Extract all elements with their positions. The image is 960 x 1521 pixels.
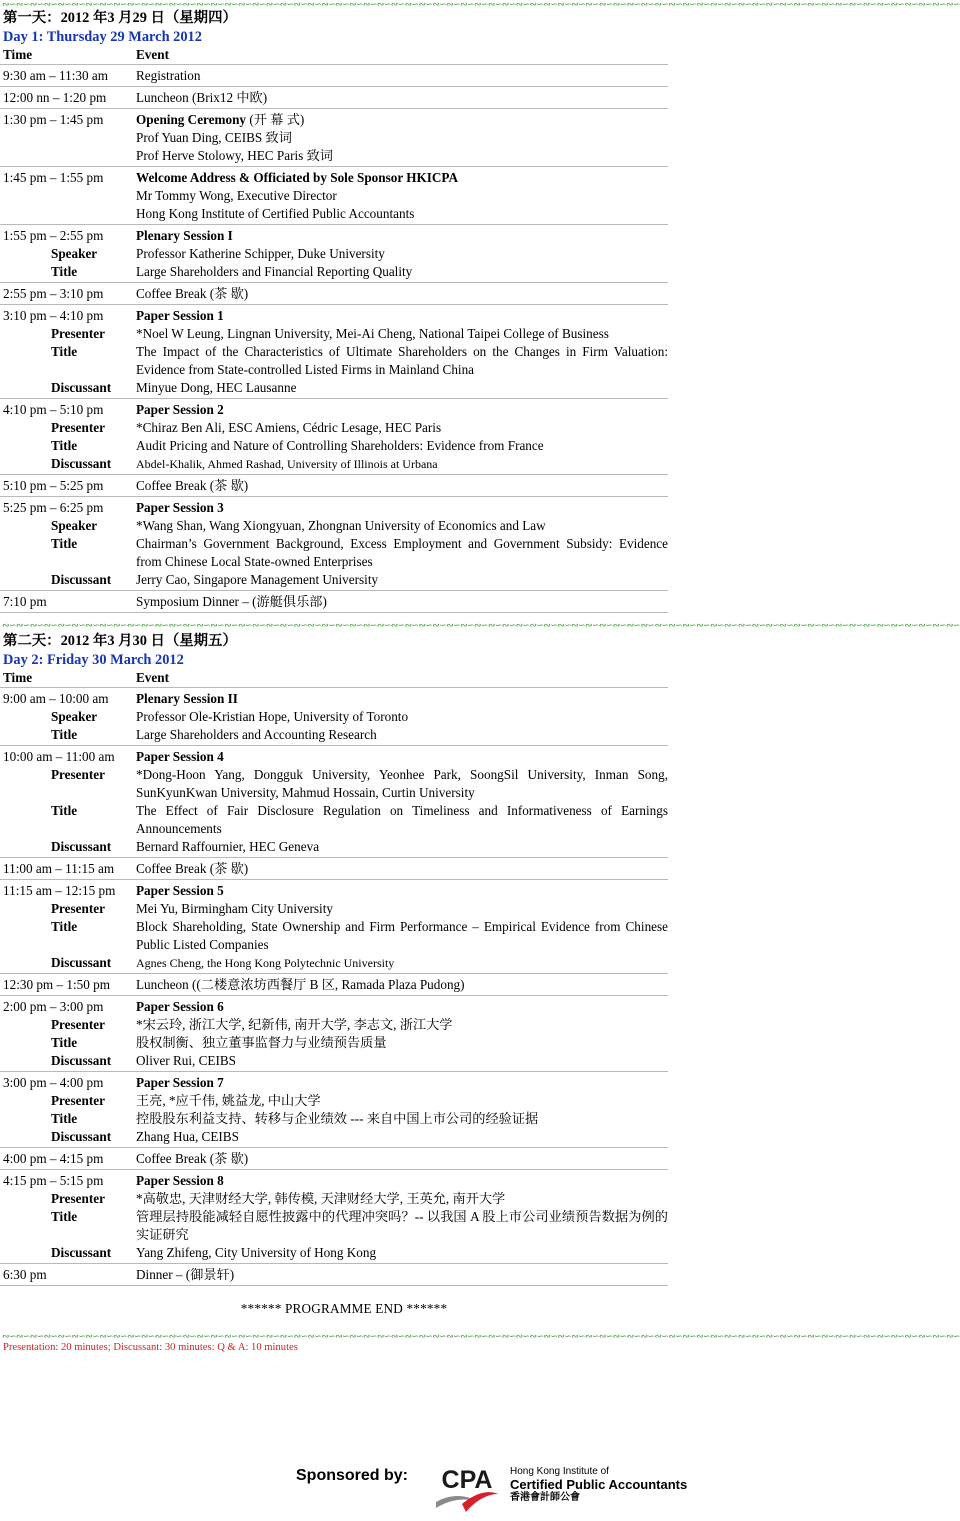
- header-time: Time: [3, 670, 33, 685]
- session-detail: Prof Herve Stolowy, HEC Paris 致词: [136, 148, 333, 163]
- schedule-row: [0, 996, 668, 1072]
- session-time: 2:00 pm – 3:00 pm: [3, 999, 104, 1014]
- session-detail-line: [3, 838, 668, 856]
- session-role-label: Speaker: [51, 709, 98, 724]
- session-detail-line: [3, 1052, 668, 1070]
- sponsor-label: Sponsored by:: [296, 1467, 409, 1484]
- session-time: 4:10 pm – 5:10 pm: [3, 402, 104, 417]
- header-event: Event: [136, 47, 169, 62]
- schedule-row: [0, 974, 668, 996]
- session-block: [3, 227, 668, 281]
- session-detail: 王亮, *应千伟, 姚益龙, 中山大学: [136, 1093, 321, 1108]
- schedule-row: [0, 1148, 668, 1170]
- sponsor-line-1: Hong Kong Institute of: [510, 1466, 609, 1477]
- session-block: [3, 1172, 668, 1262]
- session-block: [3, 111, 668, 165]
- schedule-row: [0, 305, 668, 399]
- session-role-label: Title: [51, 1035, 78, 1050]
- session-detail: *Dong-Hoon Yang, Dongguk University, Yeonhee Park, SoongSil University, Inman Song, SunKyunKwan University, Mahmud Hossain, Curtin University: [136, 767, 668, 800]
- session-detail: Hong Kong Institute of Certified Public Accountants: [136, 206, 415, 221]
- session-time: 3:10 pm – 4:10 pm: [3, 308, 104, 323]
- session-role-label: Discussant: [51, 572, 112, 587]
- session-title-line: [3, 748, 668, 766]
- hkicpa-logo: [432, 1464, 502, 1516]
- schedule-row: [0, 746, 668, 858]
- session-role-label: Speaker: [51, 518, 98, 533]
- session-time: 1:55 pm – 2:55 pm: [3, 228, 104, 243]
- session-role-label: Discussant: [51, 1053, 112, 1068]
- session-detail: Block Shareholding, State Ownership and Firm Performance – Empirical Evidence from Chinese Public Listed Companies: [136, 919, 668, 952]
- programme-end: ****** PROGRAMME END ******: [240, 1301, 448, 1316]
- session-title: [136, 748, 668, 766]
- session-role-label: Discussant: [51, 380, 112, 395]
- sponsor-block: [0, 1458, 688, 1518]
- session-detail: Large Shareholders and Financial Reporting Quality: [136, 264, 413, 279]
- session-title-cn: (开 幕 式): [246, 112, 305, 127]
- session-detail-line: [3, 455, 668, 473]
- session-role-label: Presenter: [51, 901, 105, 916]
- session-detail: 股权制衡、独立董事监督力与业绩预告质量: [136, 1035, 387, 1050]
- session-title-line: [3, 227, 668, 245]
- session-title: [136, 1172, 668, 1190]
- session-time: 4:15 pm – 5:15 pm: [3, 1173, 104, 1188]
- session-event: Coffee Break (茶 歇): [136, 478, 249, 493]
- session-title-line: [3, 401, 668, 419]
- session-time: 4:00 pm – 4:15 pm: [3, 1151, 104, 1166]
- session-title: [136, 111, 668, 129]
- session-detail-line: [3, 1128, 668, 1146]
- session-title-text: Paper Session 1: [136, 308, 224, 323]
- session-title-text: Paper Session 5: [136, 883, 224, 898]
- session-event: Luncheon ((二楼意浓坊西餐厅 B 区, Ramada Plaza Pudong): [136, 977, 465, 992]
- session-title: [136, 227, 668, 245]
- day-2-table: [0, 669, 688, 1286]
- vine-divider: ∾∽∾∽∾∽∾∽∾∽∾∽∾∽∾∽∾∽∾∽∾∽∾∽∾∽∾∽∾∽∾∽∾∽∾∽∾∽∾∽∾∽∾∽∾∽∾∽∾∽∾∽∾∽∾∽∾∽∾∽∾∽∾∽∾∽∾∽∾∽∾∽∾∽∾∽∾∽∾∽∾∽∾∽∾∽∾∽∾∽∾∽∾∽∾∽∾∽∾∽∾∽∾∽∾∽∾∽∾∽∾∽∾∽∾∽∾∽∾∽∾∽∾∽∾∽∾∽∾∽∾∽∾∽∾∽∾∽: [2, 1331, 960, 1341]
- session-title-text: Paper Session 2: [136, 402, 224, 417]
- schedule-row: [0, 167, 668, 225]
- session-detail: Abdel-Khalik, Ahmed Rashad, University of Illinois at Urbana: [136, 457, 438, 471]
- schedule-row: [0, 399, 668, 475]
- session-title-line: [3, 499, 668, 517]
- schedule-row: [0, 65, 668, 87]
- session-detail: Agnes Cheng, the Hong Kong Polytechnic University: [136, 956, 395, 970]
- table-header: [0, 669, 668, 688]
- session-detail-line: [3, 535, 668, 571]
- session-role-label: Title: [51, 264, 78, 279]
- session-title-text: Paper Session 6: [136, 999, 224, 1014]
- session-title-line: [3, 690, 668, 708]
- session-detail: Jerry Cao, Singapore Management University: [136, 572, 379, 587]
- session-title-text: Plenary Session II: [136, 691, 238, 706]
- session-detail: The Effect of Fair Disclosure Regulation on Timeliness and Informativeness of Earnings Announcements: [136, 803, 668, 836]
- session-block: [3, 882, 668, 972]
- schedule-row: [0, 87, 668, 109]
- session-role-label: Title: [51, 344, 78, 359]
- session-role-label: Presenter: [51, 420, 105, 435]
- session-detail-line: [3, 187, 668, 205]
- schedule-row: [0, 688, 668, 746]
- session-detail: *宋云玲, 浙江大学, 纪新伟, 南开大学, 李志文, 浙江大学: [136, 1017, 453, 1032]
- session-title: [136, 690, 668, 708]
- session-block: [3, 307, 668, 397]
- session-detail-line: [3, 379, 668, 397]
- session-title: [136, 307, 668, 325]
- session-detail: Professor Katherine Schipper, Duke University: [136, 246, 385, 261]
- session-detail: *Chiraz Ben Ali, ESC Amiens, Cédric Lesage, HEC Paris: [136, 420, 442, 435]
- session-title: [136, 1074, 668, 1092]
- cpa-logo-text: CPA: [441, 1466, 493, 1494]
- session-event: Coffee Break (茶 歇): [136, 1151, 249, 1166]
- session-detail-line: [3, 1190, 668, 1208]
- session-detail: Oliver Rui, CEIBS: [136, 1053, 237, 1068]
- session-title-text: Paper Session 7: [136, 1075, 224, 1090]
- session-title-text: Welcome Address & Officiated by Sole Sponsor HKICPA: [136, 170, 458, 185]
- session-detail-line: [3, 1092, 668, 1110]
- session-detail-line: [3, 129, 668, 147]
- session-detail: Professor Ole-Kristian Hope, University of Toronto: [136, 709, 409, 724]
- session-time: 1:45 pm – 1:55 pm: [3, 170, 104, 185]
- session-role-label: Presenter: [51, 326, 105, 341]
- day-2-title-cn: 第二天：2012 年3 月30 日（星期五）: [3, 633, 237, 649]
- session-time: 11:15 am – 12:15 pm: [3, 883, 116, 898]
- session-time: 9:00 am – 10:00 am: [3, 691, 109, 706]
- session-title-text: Paper Session 3: [136, 500, 224, 515]
- session-time: 5:25 pm – 6:25 pm: [3, 500, 104, 515]
- session-block: [3, 748, 668, 856]
- session-title: [136, 499, 668, 517]
- day-1-heading: [0, 9, 688, 46]
- schedule-row: [0, 591, 668, 613]
- session-title-line: [3, 998, 668, 1016]
- session-role-label: Discussant: [51, 1129, 112, 1144]
- session-detail: Mei Yu, Birmingham City University: [136, 901, 333, 916]
- schedule-row: [0, 475, 668, 497]
- session-time: 10:00 am – 11:00 am: [3, 749, 115, 764]
- session-role-label: Discussant: [51, 456, 112, 471]
- logo-swoosh-red: [462, 1492, 498, 1512]
- session-event: Dinner – (御景轩): [136, 1267, 235, 1282]
- session-time: 12:00 nn – 1:20 pm: [3, 90, 107, 105]
- session-detail-line: [3, 1244, 668, 1262]
- session-block: [3, 998, 668, 1070]
- session-role-label: Title: [51, 727, 78, 742]
- vine-divider: ∾∽∾∽∾∽∾∽∾∽∾∽∾∽∾∽∾∽∾∽∾∽∾∽∾∽∾∽∾∽∾∽∾∽∾∽∾∽∾∽∾∽∾∽∾∽∾∽∾∽∾∽∾∽∾∽∾∽∾∽∾∽∾∽∾∽∾∽∾∽∾∽∾∽∾∽∾∽∾∽∾∽∾∽∾∽∾∽∾∽∾∽∾∽∾∽∾∽∾∽∾∽∾∽∾∽∾∽∾∽∾∽∾∽∾∽∾∽∾∽∾∽∾∽∾∽∾∽∾∽∾∽∾∽∾∽∾∽: [2, 0, 960, 9]
- session-detail-line: [3, 205, 668, 223]
- session-detail: *Noel W Leung, Lingnan University, Mei-Ai Cheng, National Taipei College of Business: [136, 326, 609, 341]
- session-role-label: Presenter: [51, 1017, 105, 1032]
- session-role-label: Discussant: [51, 839, 112, 854]
- session-title: [136, 169, 668, 187]
- session-time: 2:55 pm – 3:10 pm: [3, 286, 104, 301]
- day-1-table: [0, 46, 688, 613]
- session-event: Symposium Dinner – (游艇俱乐部): [136, 594, 327, 609]
- session-role-label: Title: [51, 1209, 78, 1224]
- session-detail-line: [3, 726, 668, 744]
- session-role-label: Presenter: [51, 1093, 105, 1108]
- session-detail-line: [3, 343, 668, 379]
- schedule-row: [0, 225, 668, 283]
- session-role-label: Title: [51, 438, 78, 453]
- session-detail-line: [3, 1016, 668, 1034]
- session-role-label: Speaker: [51, 246, 98, 261]
- session-role-spacer: [3, 187, 136, 205]
- session-role-spacer: [3, 129, 136, 147]
- session-detail: *Wang Shan, Wang Xiongyuan, Zhongnan University of Economics and Law: [136, 518, 546, 533]
- session-detail-line: [3, 517, 668, 535]
- session-role-label: Title: [51, 919, 78, 934]
- session-detail: Yang Zhifeng, City University of Hong Kong: [136, 1245, 377, 1260]
- session-detail-line: [3, 571, 668, 589]
- session-detail-line: [3, 918, 668, 954]
- session-detail: Large Shareholders and Accounting Research: [136, 727, 377, 742]
- timing-note: Presentation: 20 minutes; Discussant: 30 minutes: Q & A: 10 minutes: [3, 1342, 298, 1353]
- sponsor-line-2: Certified Public Accountants: [510, 1477, 688, 1492]
- session-detail: The Impact of the Characteristics of Ultimate Shareholders on the Changes in Firm Valuation: Evidence from State-controlled Listed Firms in Mainland China: [136, 344, 668, 377]
- schedule-row: [0, 283, 668, 305]
- session-time: 6:30 pm: [3, 1267, 47, 1282]
- session-detail-line: [3, 1110, 668, 1128]
- day-1-title-en: Day 1: Thursday 29 March 2012: [3, 29, 202, 45]
- session-detail: Minyue Dong, HEC Lausanne: [136, 380, 297, 395]
- session-detail: *高敬忠, 天津财经大学, 韩传模, 天津财经大学, 王英允, 南开大学: [136, 1191, 506, 1206]
- vine-divider: ∾∽∾∽∾∽∾∽∾∽∾∽∾∽∾∽∾∽∾∽∾∽∾∽∾∽∾∽∾∽∾∽∾∽∾∽∾∽∾∽∾∽∾∽∾∽∾∽∾∽∾∽∾∽∾∽∾∽∾∽∾∽∾∽∾∽∾∽∾∽∾∽∾∽∾∽∾∽∾∽∾∽∾∽∾∽∾∽∾∽∾∽∾∽∾∽∾∽∾∽∾∽∾∽∾∽∾∽∾∽∾∽∾∽∾∽∾∽∾∽∾∽∾∽∾∽∾∽∾∽∾∽∾∽∾∽∾∽: [2, 620, 960, 630]
- session-block: [3, 1074, 668, 1146]
- session-title-text: Plenary Session I: [136, 228, 233, 243]
- session-detail: 控股股东利益支持、转移与企业绩效 --- 来自中国上市公司的经验证据: [136, 1111, 539, 1126]
- session-detail-line: [3, 1208, 668, 1244]
- session-title-text: Paper Session 4: [136, 749, 224, 764]
- session-time: 11:00 am – 11:15 am: [3, 861, 115, 876]
- session-block: [3, 690, 668, 744]
- session-detail-line: [3, 900, 668, 918]
- session-role-label: Title: [51, 536, 78, 551]
- session-block: [3, 401, 668, 473]
- session-title-line: [3, 111, 668, 129]
- schedule-row: [0, 880, 668, 974]
- schedule-row: [0, 1264, 668, 1286]
- session-block: [3, 499, 668, 589]
- session-detail: Mr Tommy Wong, Executive Director: [136, 188, 337, 203]
- session-detail-line: [3, 802, 668, 838]
- session-role-label: Title: [51, 803, 78, 818]
- session-detail-line: [3, 147, 668, 165]
- session-detail-line: [3, 263, 668, 281]
- day-1-title-cn: 第一天：2012 年3 月29 日（星期四）: [3, 10, 237, 26]
- session-detail: Audit Pricing and Nature of Controlling Shareholders: Evidence from France: [136, 438, 544, 453]
- session-title: [136, 401, 668, 419]
- session-detail-line: [3, 419, 668, 437]
- session-detail-line: [3, 708, 668, 726]
- session-role-label: Presenter: [51, 767, 105, 782]
- session-title-line: [3, 882, 668, 900]
- session-title: [136, 882, 668, 900]
- session-detail-line: [3, 766, 668, 802]
- session-time: 12:30 pm – 1:50 pm: [3, 977, 110, 992]
- session-detail-line: [3, 245, 668, 263]
- schedule-row: [0, 109, 668, 167]
- header-time: Time: [3, 47, 33, 62]
- session-time: 9:30 am – 11:30 am: [3, 68, 108, 83]
- header-event: Event: [136, 670, 169, 685]
- session-detail-line: [3, 954, 668, 972]
- session-role-label: Title: [51, 1111, 78, 1126]
- schedule-row: [0, 497, 668, 591]
- schedule-row: [0, 1072, 668, 1148]
- schedule-row: [0, 858, 668, 880]
- session-role-label: Discussant: [51, 955, 112, 970]
- session-detail-line: [3, 437, 668, 455]
- session-time: 5:10 pm – 5:25 pm: [3, 478, 104, 493]
- day-2-heading: [0, 632, 688, 669]
- session-title-line: [3, 307, 668, 325]
- session-event: Coffee Break (茶 歇): [136, 286, 249, 301]
- session-title-line: [3, 1172, 668, 1190]
- session-detail: Bernard Raffournier, HEC Geneva: [136, 839, 320, 854]
- session-detail: Prof Yuan Ding, CEIBS 致词: [136, 130, 292, 145]
- session-detail: 管理层持股能减轻自愿性披露中的代理冲突吗？-- 以我国 A 股上市公司业绩预告数据为例的实证研究: [136, 1209, 668, 1242]
- sponsor-line-3: 香港會計師公會: [510, 1492, 580, 1503]
- session-title-line: [3, 169, 668, 187]
- session-title-line: [3, 1074, 668, 1092]
- session-detail: Zhang Hua, CEIBS: [136, 1129, 239, 1144]
- session-title-text: Opening Ceremony: [136, 112, 247, 127]
- session-detail-line: [3, 325, 668, 343]
- session-time: 3:00 pm – 4:00 pm: [3, 1075, 104, 1090]
- session-event: Coffee Break (茶 歇): [136, 861, 249, 876]
- day-2-title-en: Day 2: Friday 30 March 2012: [3, 652, 184, 668]
- session-event: Registration: [136, 68, 201, 83]
- session-time: 1:30 pm – 1:45 pm: [3, 112, 104, 127]
- session-title: [136, 998, 668, 1016]
- schedule-row: [0, 1170, 668, 1264]
- session-detail-line: [3, 1034, 668, 1052]
- table-header: [0, 46, 668, 65]
- session-detail: Chairman’s Government Background, Excess Employment and Government Subsidy: Evidence from Chinese Local State-owned Enterprises: [136, 536, 668, 569]
- session-role-spacer: [3, 147, 136, 165]
- session-role-label: Discussant: [51, 1245, 112, 1260]
- session-role-spacer: [3, 205, 136, 223]
- session-event: Luncheon (Brix12 中欧): [136, 90, 268, 105]
- session-time: 7:10 pm: [3, 594, 47, 609]
- session-role-label: Presenter: [51, 1191, 105, 1206]
- session-block: [3, 169, 668, 223]
- session-title-text: Paper Session 8: [136, 1173, 224, 1188]
